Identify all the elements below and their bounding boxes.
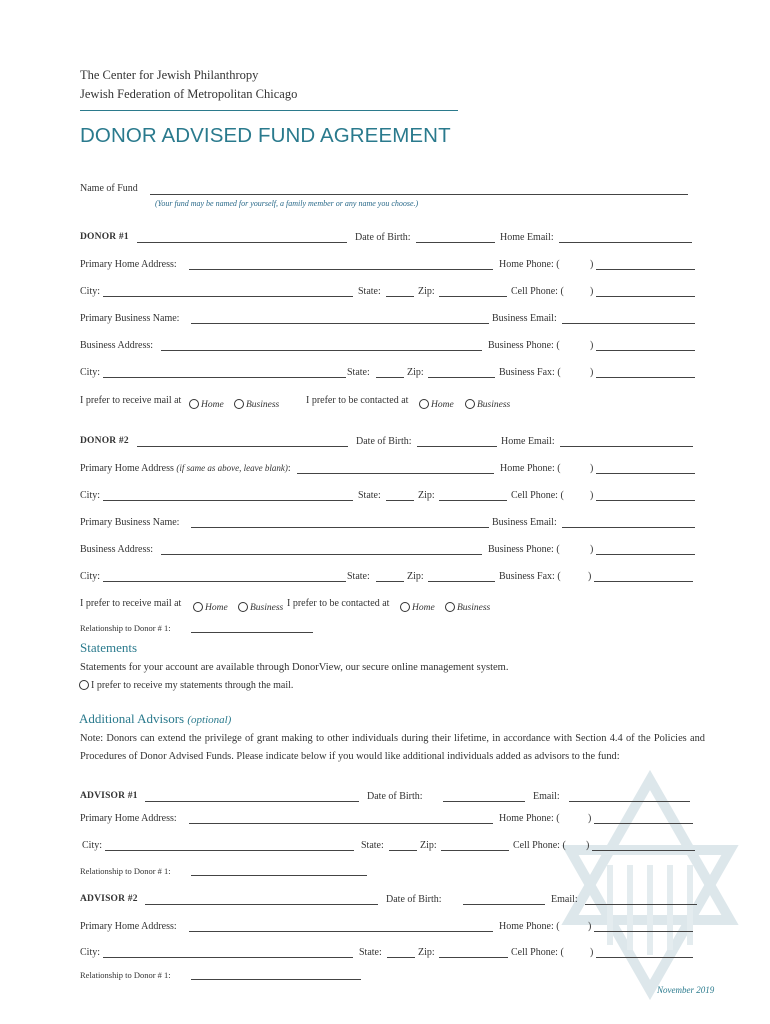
donor1-city-label: City: (80, 286, 101, 297)
advisor2-cell-phone-field[interactable] (596, 957, 693, 958)
donor2-business-zip-label: Zip: (407, 571, 424, 582)
advisor2-email-label: Email: (551, 894, 578, 905)
advisor2-address-label: Primary Home Address: (80, 921, 177, 932)
advisor1-email-field[interactable] (569, 801, 690, 802)
donor1-prefer-mail-label: I prefer to receive mail at (80, 395, 182, 406)
advisor2-city-label: City: (80, 947, 101, 958)
donor1-business-zip-field[interactable] (428, 377, 495, 378)
advisor2-name-field[interactable] (145, 904, 378, 905)
radio-circle-icon (189, 399, 199, 409)
advisor2-relationship-field[interactable] (191, 979, 361, 980)
donor1-state-field[interactable] (386, 296, 414, 297)
donor2-relationship-field[interactable] (191, 632, 313, 633)
advisor1-name-field[interactable] (145, 801, 359, 802)
paren-close: ) (590, 490, 594, 501)
advisor1-state-label: State: (361, 840, 384, 851)
advisor1-state-field[interactable] (389, 850, 417, 851)
advisor1-cell-phone-field[interactable] (592, 850, 695, 851)
donor2-business-address-field[interactable] (161, 554, 482, 555)
advisor1-city-field[interactable] (105, 850, 354, 851)
radio-circle-icon (445, 602, 455, 612)
donor1-business-fax-label: Business Fax: ( (499, 367, 561, 378)
advisor2-email-field[interactable] (585, 904, 697, 905)
donor1-business-fax-field[interactable] (596, 377, 695, 378)
fund-name-hint: (Your fund may be named for yourself, a family member or any name you choose.) (155, 199, 419, 208)
donor1-prefer-contact-label: I prefer to be contacted at (306, 395, 409, 406)
donor2-business-name-label: Primary Business Name: (80, 517, 180, 528)
donor2-business-city-label: City: (80, 571, 101, 582)
radio-circle-icon (400, 602, 410, 612)
donor1-business-email-field[interactable] (562, 323, 695, 324)
donor2-dob-field[interactable] (417, 446, 497, 447)
donor2-home-email-field[interactable] (560, 446, 693, 447)
statements-heading: Statements (80, 640, 138, 655)
donor2-home-phone-label: Home Phone: ( (500, 463, 561, 474)
advisors-heading: Additional Advisors (optional) (79, 711, 232, 726)
advisor2-relationship-label: Relationship to Donor # 1: (80, 970, 171, 980)
paren-close: ) (586, 840, 590, 851)
paren-close: ) (588, 571, 592, 582)
advisor1-dob-label: Date of Birth: (367, 791, 423, 802)
donor1-cell-phone-field[interactable] (596, 296, 695, 297)
donor1-dob-label: Date of Birth: (355, 232, 411, 243)
donor2-business-email-field[interactable] (562, 527, 695, 528)
advisor1-zip-label: Zip: (420, 840, 437, 851)
donor2-city-label: City: (80, 490, 101, 501)
donor2-state-field[interactable] (386, 500, 414, 501)
donor1-business-phone-label: Business Phone: ( (488, 340, 560, 351)
donor2-business-name-field[interactable] (191, 527, 489, 528)
donor2-name-field[interactable] (137, 446, 348, 447)
statements-mail-checkbox[interactable]: I prefer to receive my statements through the mail. (79, 675, 293, 693)
donor2-label: DONOR #2 (80, 436, 129, 446)
advisor2-label: ADVISOR #2 (80, 894, 138, 904)
paren-close: ) (588, 921, 592, 932)
advisor2-dob-field[interactable] (463, 904, 545, 905)
donor1-cell-phone-label: Cell Phone: ( (511, 286, 564, 297)
advisor1-label: ADVISOR #1 (80, 791, 138, 801)
donor1-dob-field[interactable] (416, 242, 495, 243)
advisor1-relationship-field[interactable] (191, 875, 367, 876)
radio-circle-icon (234, 399, 244, 409)
advisor2-state-label: State: (359, 947, 382, 958)
donor2-cell-phone-field[interactable] (596, 500, 695, 501)
fund-name-label: Name of Fund (80, 183, 138, 194)
donor2-business-address-label: Business Address: (80, 544, 154, 555)
donor2-relationship-label: Relationship to Donor # 1: (80, 623, 171, 633)
donor1-zip-label: Zip: (418, 286, 435, 297)
donor1-business-city-label: City: (80, 367, 101, 378)
paren-close: ) (590, 340, 594, 351)
donor1-home-phone-label: Home Phone: ( (499, 259, 560, 270)
paren-close: ) (590, 259, 594, 270)
donor2-business-phone-label: Business Phone: ( (488, 544, 560, 555)
paren-close: ) (590, 286, 594, 297)
donor2-contact-business-radio[interactable]: Business (445, 597, 490, 615)
paren-close: ) (590, 947, 594, 958)
paren-close: ) (590, 463, 594, 474)
donor1-state-label: State: (358, 286, 381, 297)
advisor2-cell-phone-label: Cell Phone: ( (511, 947, 564, 958)
statements-text: Statements for your account are available through DonorView, our secure online management system. (80, 662, 509, 673)
advisor1-city-label: City: (82, 840, 103, 851)
header-divider (80, 110, 458, 111)
advisors-note: Note: Donors can extend the privilege of grant making to other individuals during their lifetime, in accordance with Section 4.4 of the Policies and Procedures of Donor Advised Funds. Please indicate below if you would like additional individuals added as advisors to the fund: (80, 733, 705, 762)
donor2-business-email-label: Business Email: (492, 517, 557, 528)
donor1-mail-home-radio[interactable]: Home (189, 394, 224, 412)
org-name: The Center for Jewish Philanthropy (80, 68, 259, 82)
page-title: DONOR ADVISED FUND AGREEMENT (80, 124, 451, 147)
donor1-business-city-field[interactable] (103, 377, 346, 378)
advisor1-dob-field[interactable] (443, 801, 525, 802)
advisor2-address-field[interactable] (189, 931, 493, 932)
donor1-business-state-label: State: (347, 367, 370, 378)
advisor2-home-phone-label: Home Phone: ( (499, 921, 560, 932)
radio-circle-icon (419, 399, 429, 409)
advisor1-home-phone-field[interactable] (594, 823, 693, 824)
advisor1-email-label: Email: (533, 791, 560, 802)
advisor2-dob-label: Date of Birth: (386, 894, 442, 905)
donor1-business-address-label: Business Address: (80, 340, 154, 351)
donor2-business-city-field[interactable] (103, 581, 346, 582)
donor1-business-name-field[interactable] (191, 323, 489, 324)
donor2-business-state-label: State: (347, 571, 370, 582)
donor2-business-fax-label: Business Fax: ( (499, 571, 561, 582)
donor2-zip-label: Zip: (418, 490, 435, 501)
donor1-mail-business-radio[interactable]: Business (234, 394, 279, 412)
radio-circle-icon (79, 680, 89, 690)
donor1-home-phone-field[interactable] (596, 269, 695, 270)
radio-circle-icon (238, 602, 248, 612)
star-of-david-watermark-icon (560, 770, 740, 1000)
advisor1-zip-field[interactable] (441, 850, 509, 851)
donor2-prefer-contact-label: I prefer to be contacted at (287, 598, 390, 609)
advisor1-address-label: Primary Home Address: (80, 813, 177, 824)
donor2-zip-field[interactable] (439, 500, 507, 501)
paren-close: ) (590, 544, 594, 555)
donor2-dob-label: Date of Birth: (356, 436, 412, 447)
donor1-city-field[interactable] (103, 296, 353, 297)
advisor1-home-phone-label: Home Phone: ( (499, 813, 560, 824)
donor2-mail-business-radio[interactable]: Business (238, 597, 283, 615)
donor1-label: DONOR #1 (80, 232, 129, 242)
donor1-business-name-label: Primary Business Name: (80, 313, 180, 324)
paren-close: ) (588, 813, 592, 824)
donor2-city-field[interactable] (103, 500, 353, 501)
donor1-address-label: Primary Home Address: (80, 259, 177, 270)
advisor2-city-field[interactable] (103, 957, 353, 958)
donor2-mail-home-radio[interactable]: Home (193, 597, 228, 615)
donor2-contact-home-radio[interactable]: Home (400, 597, 435, 615)
footer-date: November 2019 (657, 985, 715, 995)
advisor1-relationship-label: Relationship to Donor # 1: (80, 866, 171, 876)
advisor2-state-field[interactable] (387, 957, 415, 958)
advisor2-zip-field[interactable] (439, 957, 508, 958)
donor2-home-phone-field[interactable] (596, 473, 695, 474)
advisor2-home-phone-field[interactable] (594, 931, 693, 932)
donor2-state-label: State: (358, 490, 381, 501)
donor1-contact-home-radio[interactable]: Home (419, 394, 454, 412)
radio-circle-icon (193, 602, 203, 612)
donor2-prefer-mail-label: I prefer to receive mail at (80, 598, 182, 609)
paren-close: ) (590, 367, 594, 378)
advisor1-cell-phone-label: Cell Phone: ( (513, 840, 566, 851)
donor2-address-field[interactable] (297, 473, 494, 474)
donor2-business-zip-field[interactable] (428, 581, 495, 582)
donor1-business-state-field[interactable] (376, 377, 404, 378)
advisor1-address-field[interactable] (189, 823, 493, 824)
org-subname: Jewish Federation of Metropolitan Chicago (80, 87, 298, 101)
donor2-business-fax-field[interactable] (594, 581, 693, 582)
donor1-business-phone-field[interactable] (596, 350, 695, 351)
donor1-home-email-label: Home Email: (500, 232, 554, 243)
donor2-home-email-label: Home Email: (501, 436, 555, 447)
radio-circle-icon (465, 399, 475, 409)
donor1-contact-business-radio[interactable]: Business (465, 394, 510, 412)
donor2-address-label: Primary Home Address (if same as above, leave blank): (80, 463, 291, 474)
fund-name-field[interactable] (150, 194, 688, 195)
donor1-zip-field[interactable] (439, 296, 507, 297)
donor1-home-email-field[interactable] (559, 242, 692, 243)
donor2-business-state-field[interactable] (376, 581, 404, 582)
advisor2-zip-label: Zip: (418, 947, 435, 958)
donor1-business-email-label: Business Email: (492, 313, 557, 324)
donor2-cell-phone-label: Cell Phone: ( (511, 490, 564, 501)
donor1-name-field[interactable] (137, 242, 347, 243)
donor2-business-phone-field[interactable] (596, 554, 695, 555)
donor1-business-zip-label: Zip: (407, 367, 424, 378)
donor1-business-address-field[interactable] (161, 350, 482, 351)
donor1-address-field[interactable] (189, 269, 493, 270)
